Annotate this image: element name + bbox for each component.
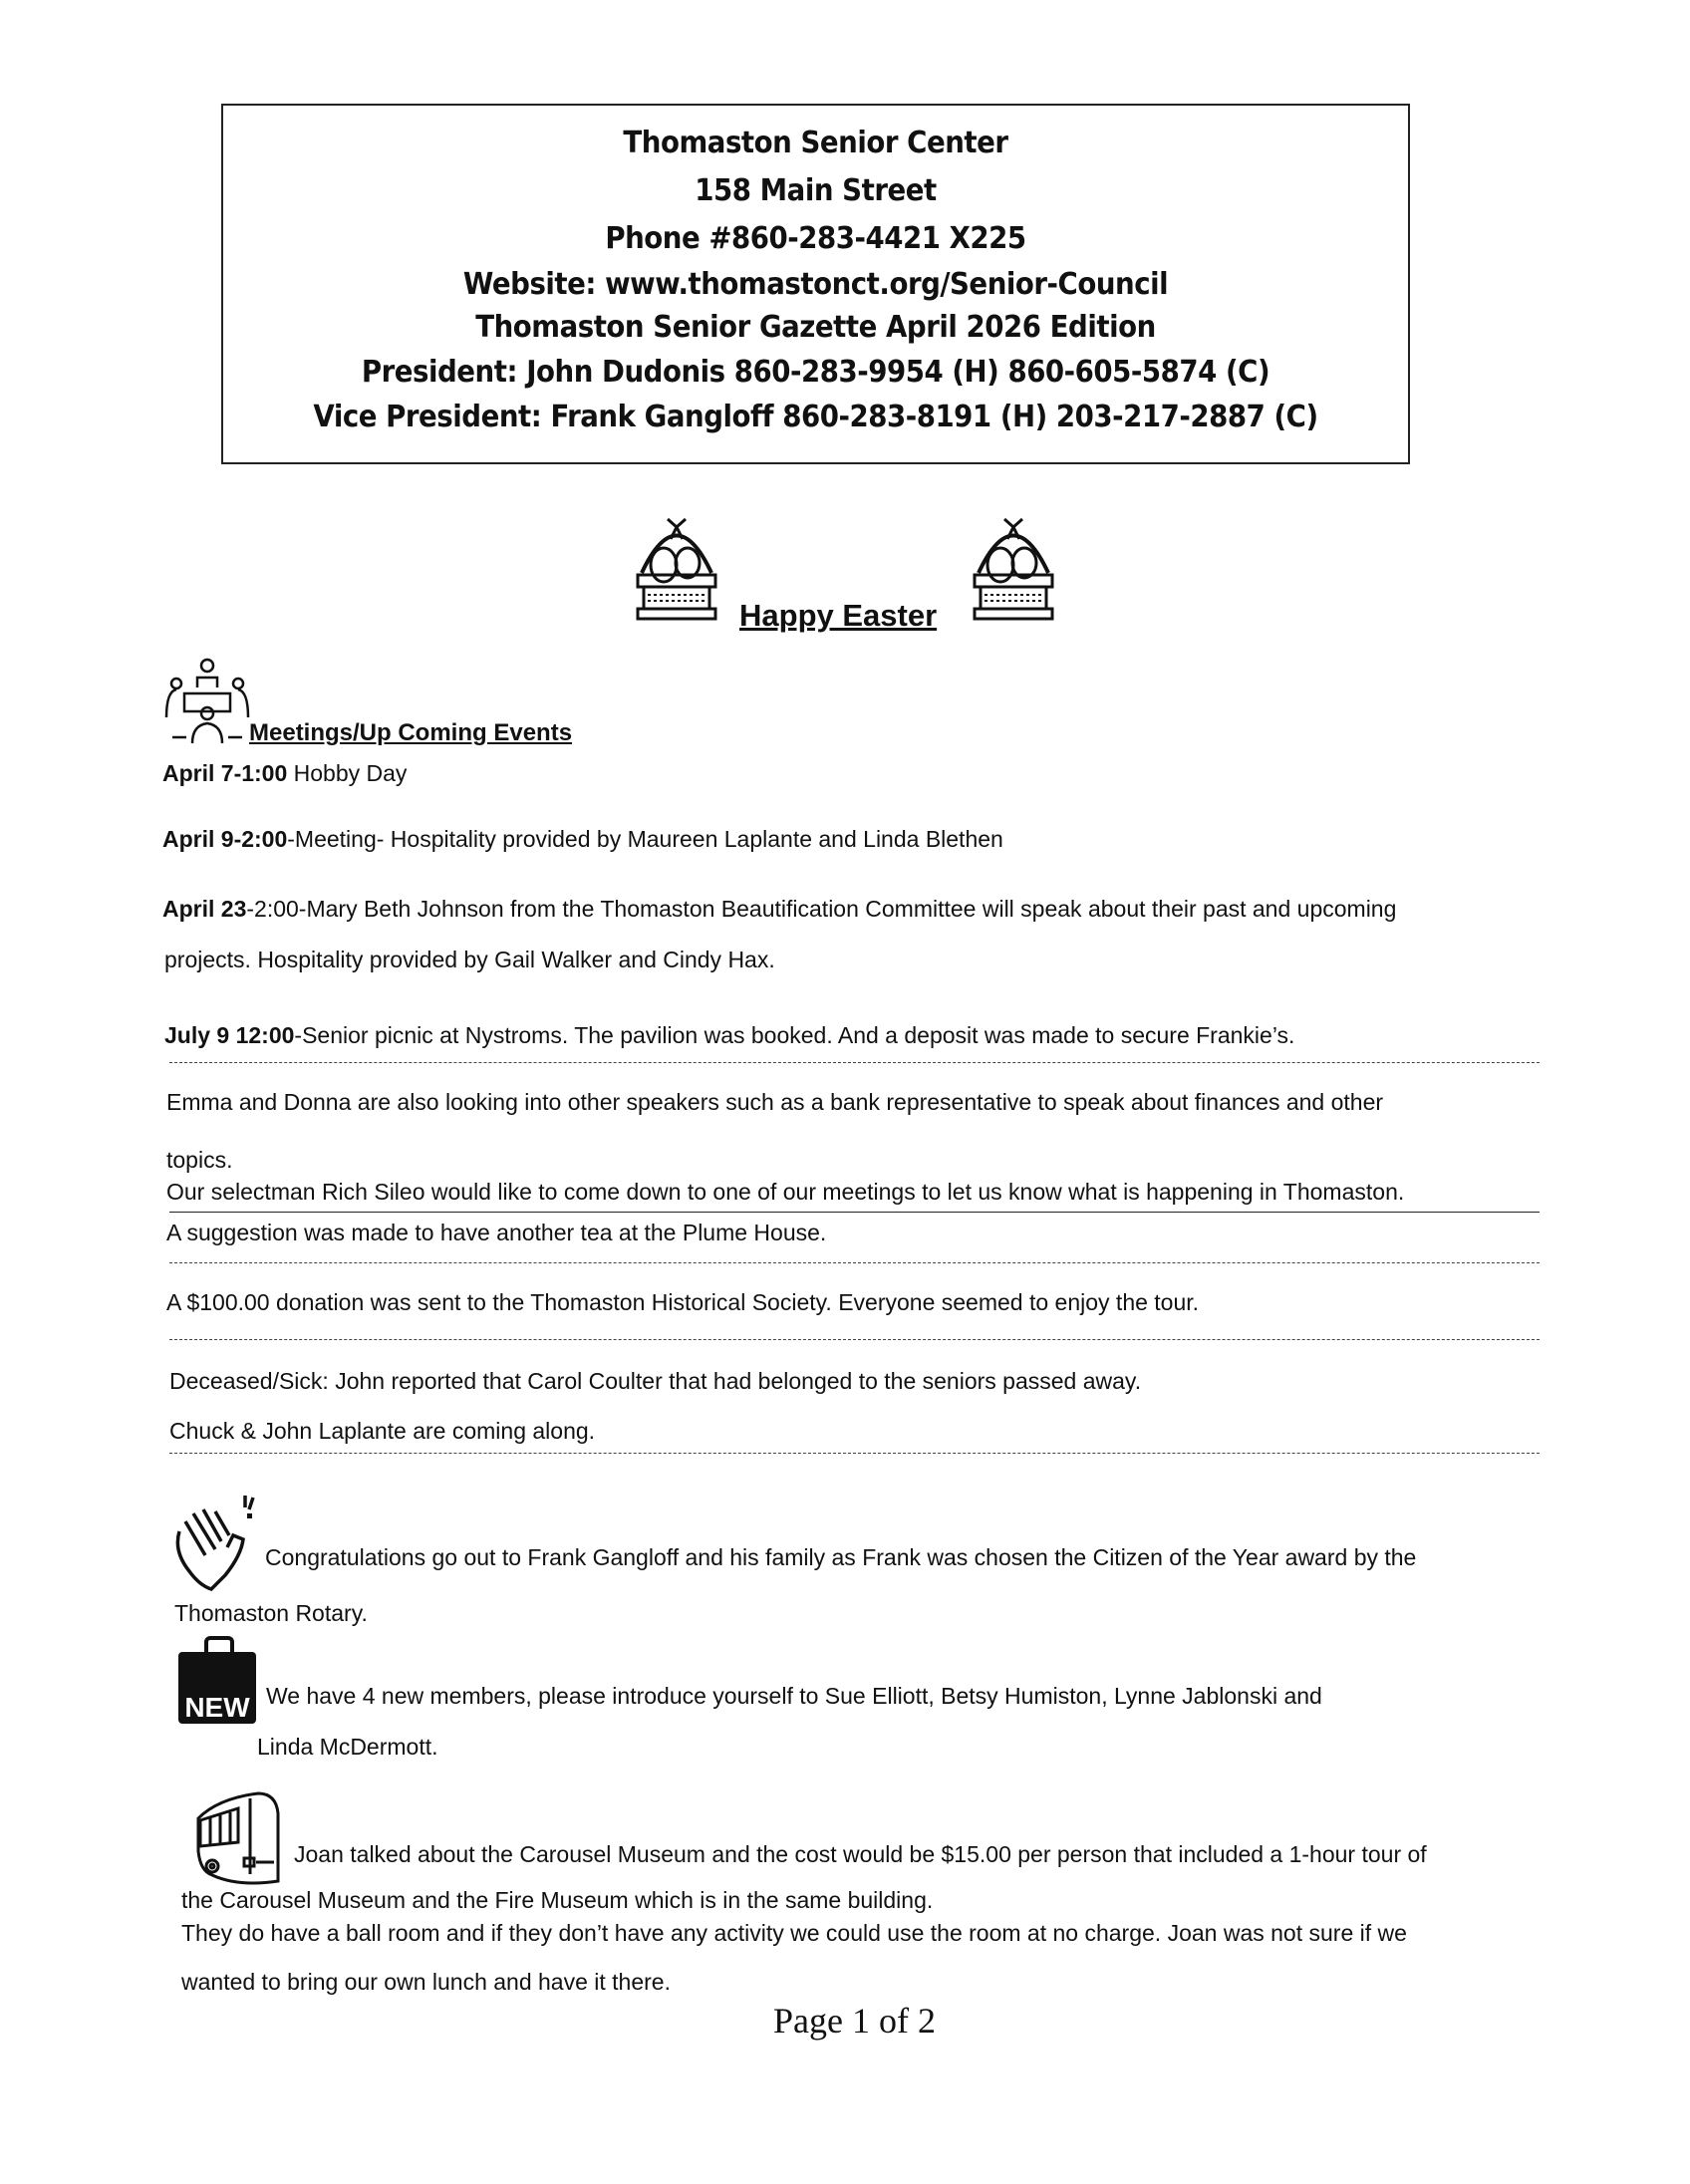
speakers-note-cont: topics. — [166, 1147, 233, 1173]
event-item — [162, 896, 1396, 923]
speakers-note: Emma and Donna are also looking into other speakers such as a bank representative to speak about finances and other — [166, 1089, 1384, 1115]
donation-note: A $100.00 donation was sent to the Thomaston Historical Society. Everyone seemed to enjoy the tour. — [166, 1289, 1200, 1315]
divider — [169, 1262, 1540, 1263]
congrats-text: Congratulations go out to Frank Gangloff and his family as Frank was chosen the Citizen of the Year award by the — [265, 1544, 1417, 1570]
meeting-people-icon — [162, 658, 252, 747]
event-item — [162, 760, 407, 787]
event-item — [162, 826, 1003, 853]
divider — [169, 1453, 1540, 1454]
phone: Phone #860-283-4421 X225 — [605, 221, 1026, 256]
trip-text-cont: the Carousel Museum and the Fire Museum which is in the same building. — [181, 1887, 934, 1913]
vice-president: Vice President: Frank Gangloff 860-283-8191 (H) 203-217-2887 (C) — [313, 400, 1318, 434]
divider — [169, 1212, 1540, 1213]
bus-icon — [190, 1788, 285, 1888]
happy-easter-title: Happy Easter — [739, 598, 938, 633]
event-text: -Senior picnic at Nystroms. The pavilion was booked. And a deposit was made to secure Frankie’s. — [294, 1022, 1295, 1048]
trip-text: Joan talked about the Carousel Museum and the cost would be $15.00 per person that included a 1-hour tour of — [294, 1841, 1427, 1867]
event-date: April 23 — [162, 896, 247, 922]
new-badge-icon — [176, 1636, 258, 1726]
event-text: Hobby Day — [287, 760, 408, 786]
edition: Thomaston Senior Gazette April 2026 Edition — [475, 310, 1156, 345]
event-date: July 9 12:00 — [164, 1022, 295, 1048]
event-date: April 7-1:00 — [162, 760, 288, 786]
org-name: Thomaston Senior Center — [623, 126, 1008, 160]
event-text-cont: projects. Hospitality provided by Gail Walker and Cindy Hax. — [164, 947, 775, 972]
event-text: -Meeting- Hospitality provided by Maureen Laplante and Linda Blethen — [287, 826, 1003, 852]
president: President: John Dudonis 860-283-9954 (H) 860-605-5874 (C) — [361, 355, 1270, 390]
easter-basket-icon — [634, 503, 719, 631]
meetings-heading: Meetings/Up Coming Events — [249, 719, 573, 746]
clapping-hands-icon — [171, 1492, 263, 1591]
new-members-text-cont: Linda McDermott. — [257, 1734, 438, 1760]
trip-text-cont: They do have a ball room and if they don’t have any activity we could use the room at no charge. Joan was not sure if we — [181, 1920, 1407, 1946]
website: Website: www.thomastonct.org/Senior-Council — [462, 267, 1169, 302]
new-members-text: We have 4 new members, please introduce yourself to Sue Elliott, Betsy Humiston, Lynne Jablonski and — [266, 1683, 1322, 1709]
deceased-note: Deceased/Sick: John reported that Carol Coulter that had belonged to the seniors passed away. — [169, 1368, 1142, 1394]
selectman-note: Our selectman Rich Sileo would like to come down to one of our meetings to let us know what is happening in Thomaston. — [166, 1179, 1405, 1205]
header-box — [221, 104, 1410, 464]
easter-basket-icon — [971, 503, 1056, 631]
tea-note: A suggestion was made to have another tea at the Plume House. — [166, 1220, 827, 1245]
event-item — [164, 1022, 1294, 1049]
recovering-note: Chuck & John Laplante are coming along. — [169, 1418, 596, 1444]
event-text: -2:00-Mary Beth Johnson from the Thomaston Beautification Committee will speak about their past and upcoming — [246, 896, 1397, 922]
new-badge-label: NEW — [184, 1692, 250, 1723]
divider — [169, 1339, 1540, 1340]
trip-text-cont: wanted to bring our own lunch and have it there. — [181, 1969, 671, 1995]
address: 158 Main Street — [695, 173, 937, 208]
page-number: Page 1 of 2 — [773, 2001, 936, 2041]
congrats-text-cont: Thomaston Rotary. — [174, 1600, 368, 1626]
event-date: April 9-2:00 — [162, 826, 288, 852]
divider — [169, 1062, 1540, 1063]
